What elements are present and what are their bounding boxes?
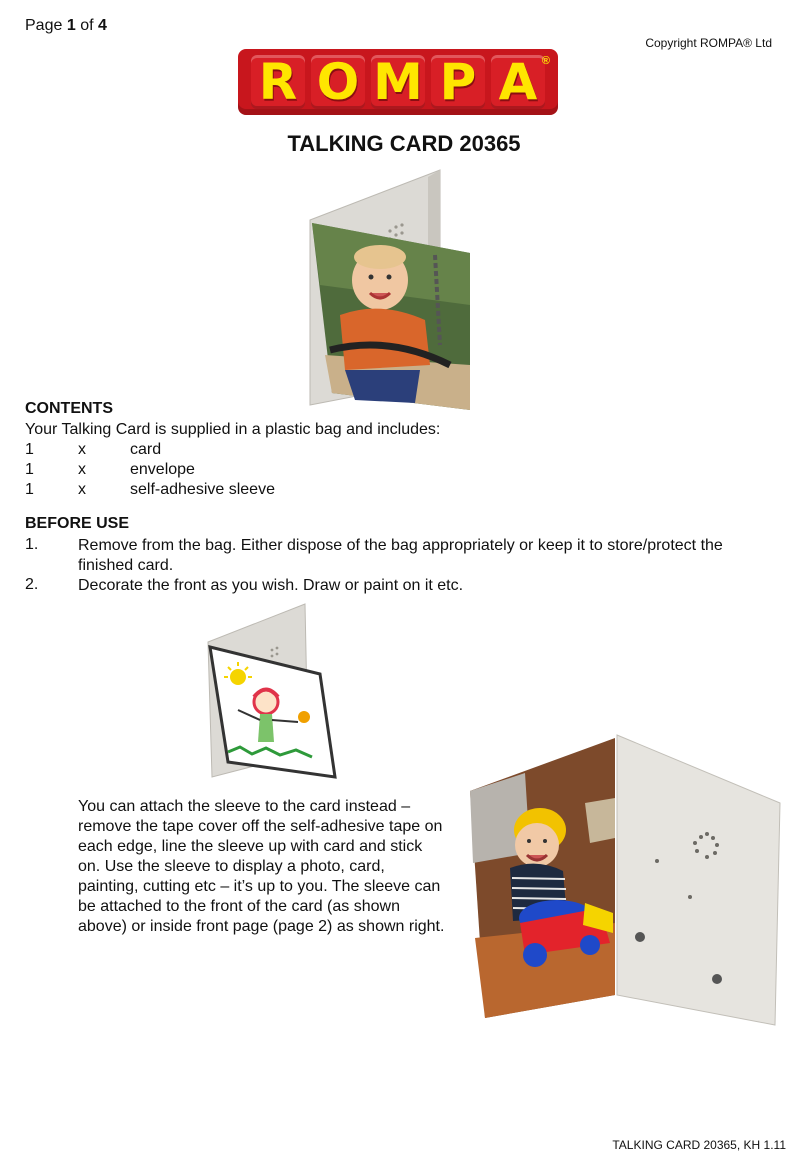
item-qty: 1: [25, 441, 34, 458]
logo-letter: A: [491, 55, 545, 109]
step-number: 2.: [25, 576, 39, 593]
step-number: 1.: [25, 536, 39, 553]
step-text: Remove from the bag. Either dispose of the bag appropriately or keep it to store/protect the finished card.: [78, 537, 723, 574]
sleeve-instructions: You can attach the sleeve to the card instead – remove the tape cover off the self-adhesive tape on each edge, line the sleeve up with card and stick on. Use the sleeve to display a photo, card, painting, cutting etc – it’s up to you. The sleeve can be attached to the front of the card (as shown above) or inside front page (page 2) as shown right.: [78, 798, 445, 935]
copyright-notice: Copyright ROMPA® Ltd: [645, 36, 772, 50]
page-prefix: Page: [25, 17, 63, 34]
footer-reference: TALKING CARD 20365, KH 1.11: [612, 1138, 786, 1152]
contents-heading: CONTENTS: [25, 400, 113, 417]
item-name: card: [130, 441, 162, 458]
rompa-logo: [238, 49, 558, 115]
logo-letter: O: [311, 55, 365, 109]
registered-mark: ®: [541, 55, 550, 67]
card-with-baby-photo: [300, 165, 480, 415]
item-name: envelope: [130, 461, 195, 478]
item-x: x: [78, 481, 86, 498]
page-of: of: [80, 17, 94, 34]
step-text: Decorate the front as you wish. Draw or paint on it etc.: [78, 577, 464, 594]
logo-letter: P: [431, 55, 485, 109]
item-x: x: [78, 441, 86, 458]
before-use-heading: BEFORE USE: [25, 515, 130, 532]
logo-letter: R: [251, 55, 305, 109]
contents-intro: Your Talking Card is supplied in a plastic bag and includes:: [25, 421, 441, 438]
item-qty: 1: [25, 481, 34, 498]
page-total: 4: [97, 17, 107, 34]
page-current: 1: [66, 17, 76, 34]
item-x: x: [78, 461, 86, 478]
logo-letter: M: [371, 55, 425, 109]
item-qty: 1: [25, 461, 34, 478]
document-title: TALKING CARD 20365: [287, 131, 521, 156]
open-card-with-photo-inside: [465, 733, 783, 1028]
page-number: [25, 17, 107, 35]
card-with-child-drawing: [200, 602, 340, 787]
item-name: self-adhesive sleeve: [130, 481, 275, 498]
